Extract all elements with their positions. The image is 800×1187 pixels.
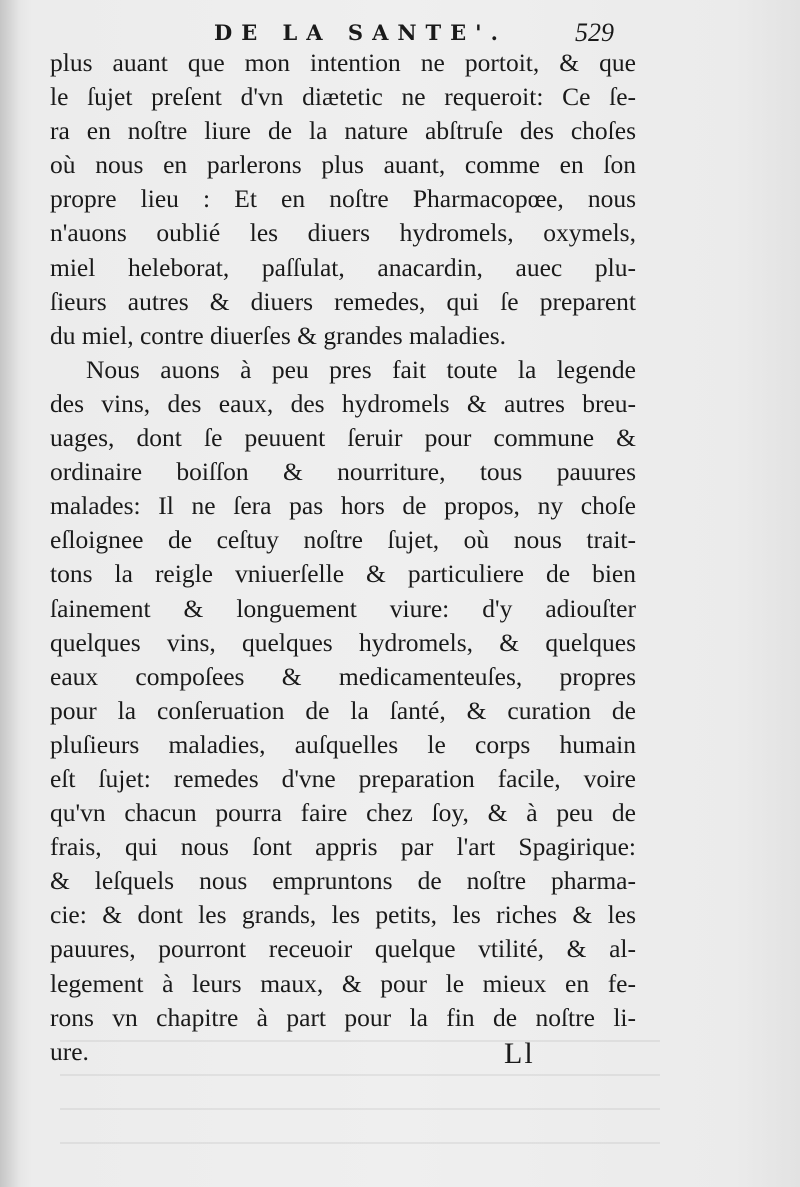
text-line: quelques vins, quelques hydromels, & quelques [50,627,636,657]
text-line: ure. [50,1036,89,1066]
text-line: & leſquels nous empruntons de noſtre pharma- [50,866,636,896]
running-title: DE LA SANTE'. [214,20,507,45]
text-line: où nous en parlerons plus auant, comme en ſon [50,150,636,180]
text-line: malades: Il ne ſera pas hors de propos, ny choſe [50,491,636,521]
text-line: ſainement & longuement viure: d'y adiouſter [50,593,636,623]
gutter-shadow [0,0,20,1187]
text-line: frais, qui nous ſont appris par l'art Spagirique: [50,832,636,862]
text-line: qu'vn chacun pourra faire chez ſoy, & à peu de [50,798,636,828]
bleed-through-texture [60,1040,660,1150]
page-number: 529 [575,18,614,47]
text-line: propre lieu : Et en noſtre Pharmacopœe, nous [50,184,636,214]
text-line: pour la conſeruation de la ſanté, & curation de [50,695,636,725]
text-line: du miel, contre diuerſes & grandes maladies. [50,320,507,350]
text-line: ſieurs autres & diuers remedes, qui ſe preparent [50,286,636,316]
text-line: ra en noſtre liure de la nature abſtruſe des choſes [50,116,636,146]
text-line: des vins, des eaux, des hydromels & autres breu- [50,388,636,418]
text-line: legement à leurs maux, & pour le mieux en fe- [50,968,636,998]
text-line: ordinaire boiſſon & nourriture, tous pauures [50,457,636,487]
text-line: cie: & dont les grands, les petits, les riches & les [50,900,636,930]
text-line: rons vn chapitre à part pour la fin de noſtre li- [50,1002,636,1032]
text-line: miel heleborat, paſſulat, anacardin, auec plu- [50,252,636,282]
body-text [50,46,636,1069]
text-line: eſloignee de ceſtuy noſtre ſujet, où nous trait- [50,525,636,555]
text-line: pauures, pourront receuoir quelque vtilité, & al- [50,934,636,964]
text-line: eſt ſujet: remedes d'vne preparation facile, voire [50,763,636,793]
text-line: eaux compoſees & medicamenteuſes, propres [50,661,636,691]
text-line: le ſujet preſent d'vn diætetic ne requeroit: Ce ſe- [50,82,636,112]
paragraph-first-line: Nous auons à peu pres fait toute la legende [86,354,636,384]
catchword: Ll [504,1037,535,1070]
text-line: uages, dont ſe peuuent ſeruir pour commune & [50,423,636,453]
text-line: n'auons oublié les diuers hydromels, oxymels, [50,218,636,248]
text-line: tons la reigle vniuerſelle & particuliere de bien [50,559,636,589]
text-line: pluſieurs maladies, auſquelles le corps humain [50,729,636,759]
text-line: plus auant que mon intention ne portoit, & que [50,48,636,77]
